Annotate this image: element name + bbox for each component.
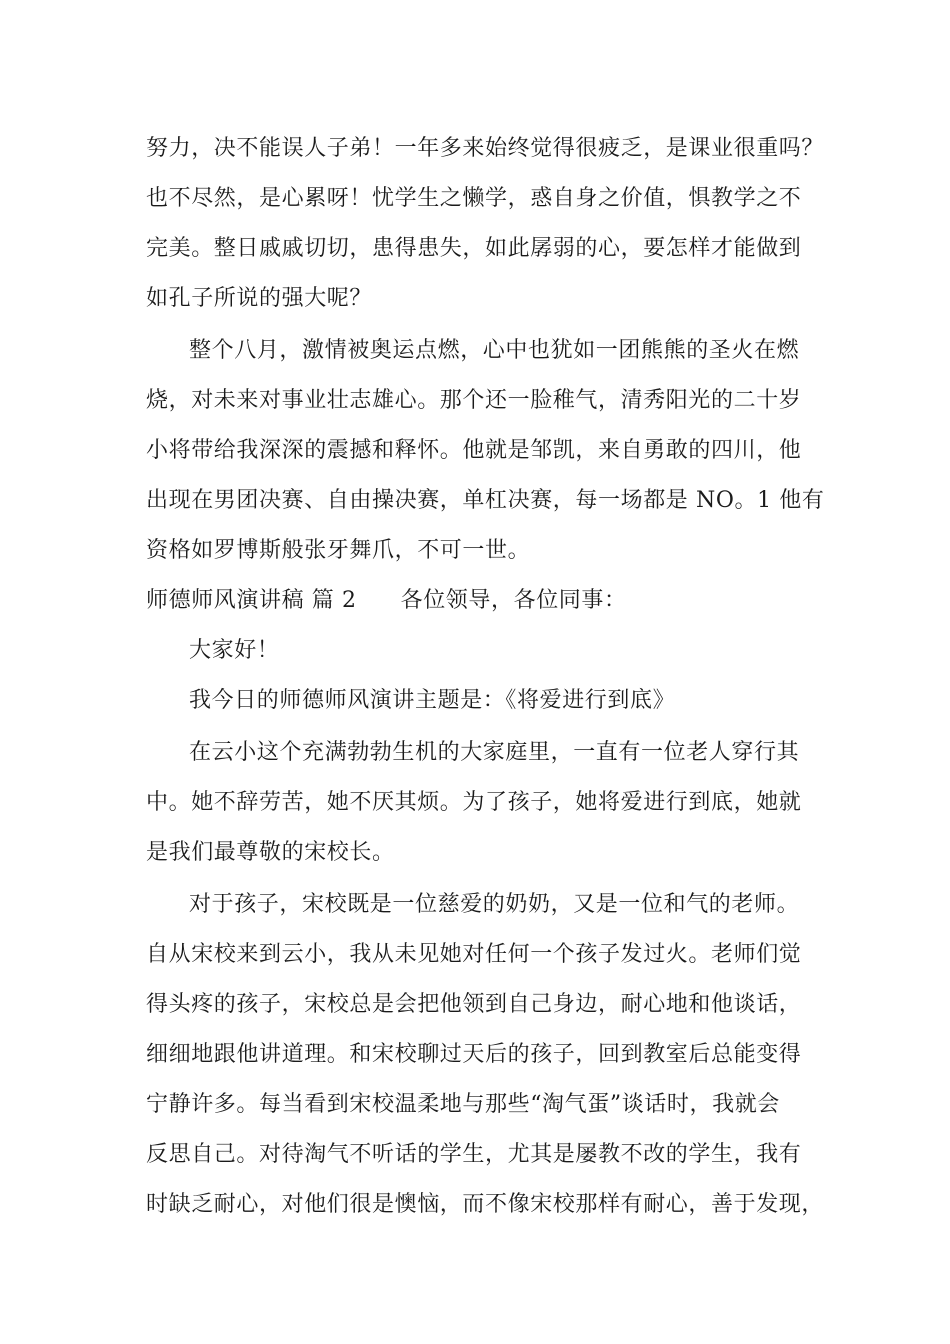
paragraph-line: 资格如罗博斯般张牙舞爪，不可一世。 bbox=[146, 538, 531, 563]
salutation: 各位领导，各位同事： bbox=[400, 588, 627, 613]
paragraph-line: 宁静许多。每当看到宋校温柔地与那些“淘气蛋”谈话时，我就会 bbox=[146, 1092, 780, 1117]
section-heading bbox=[146, 586, 846, 616]
paragraph-line: 细细地跟他讲道理。和宋校聊过天后的孩子，回到教室后总能变得 bbox=[146, 1042, 802, 1067]
heading-title: 师德师风演讲稿 篇 2 bbox=[146, 588, 357, 613]
paragraph-line: 自从宋校来到云小，我从未见她对任何一个孩子发过火。老师们觉 bbox=[146, 942, 802, 967]
paragraph-line: 如孔子所说的强大呢？ bbox=[146, 286, 373, 311]
paragraph-line: 反思自己。对待淘气不听话的学生，尤其是屡教不改的学生，我有 bbox=[146, 1142, 802, 1167]
paragraph-line: 也不尽然，是心累呀！忧学生之懒学，惑自身之价值，惧教学之不 bbox=[146, 186, 802, 211]
paragraph-line: 完美。整日戚戚切切，患得患失，如此孱弱的心，要怎样才能做到 bbox=[146, 236, 802, 261]
paragraph-line: 小将带给我深深的震撼和释怀。他就是邹凯，来自勇敢的四川，他 bbox=[146, 438, 802, 463]
paragraph-line: 出现在男团决赛、自由操决赛，单杠决赛，每一场都是 NO。1 他有 bbox=[146, 488, 825, 513]
paragraph-line: 努力，决不能误人子弟！一年多来始终觉得很疲乏，是课业很重吗？ bbox=[146, 136, 825, 161]
speech-topic: 我今日的师德师风演讲主题是：《将爱进行到底》 bbox=[189, 688, 676, 713]
paragraph-line: 时缺乏耐心，对他们很是懊恼，而不像宋校那样有耐心，善于发现， bbox=[146, 1192, 825, 1217]
greeting: 大家好！ bbox=[189, 638, 280, 663]
paragraph-line: 中。她不辞劳苦，她不厌其烦。为了孩子，她将爱进行到底，她就 bbox=[146, 790, 802, 815]
paragraph-line: 在云小这个充满勃勃生机的大家庭里，一直有一位老人穿行其 bbox=[189, 740, 800, 765]
paragraph-line: 是我们最尊敬的宋校长。 bbox=[146, 840, 395, 865]
paragraph-line: 烧，对未来对事业壮志雄心。那个还一脸稚气，清秀阳光的二十岁 bbox=[146, 388, 802, 413]
paragraph-line: 整个八月，激情被奥运点燃，心中也犹如一团熊熊的圣火在燃 bbox=[189, 338, 800, 363]
paragraph-line: 对于孩子，宋校既是一位慈爱的奶奶，又是一位和气的老师。 bbox=[189, 892, 800, 917]
paragraph-line: 得头疼的孩子，宋校总是会把他领到自己身边，耐心地和他谈话， bbox=[146, 992, 802, 1017]
